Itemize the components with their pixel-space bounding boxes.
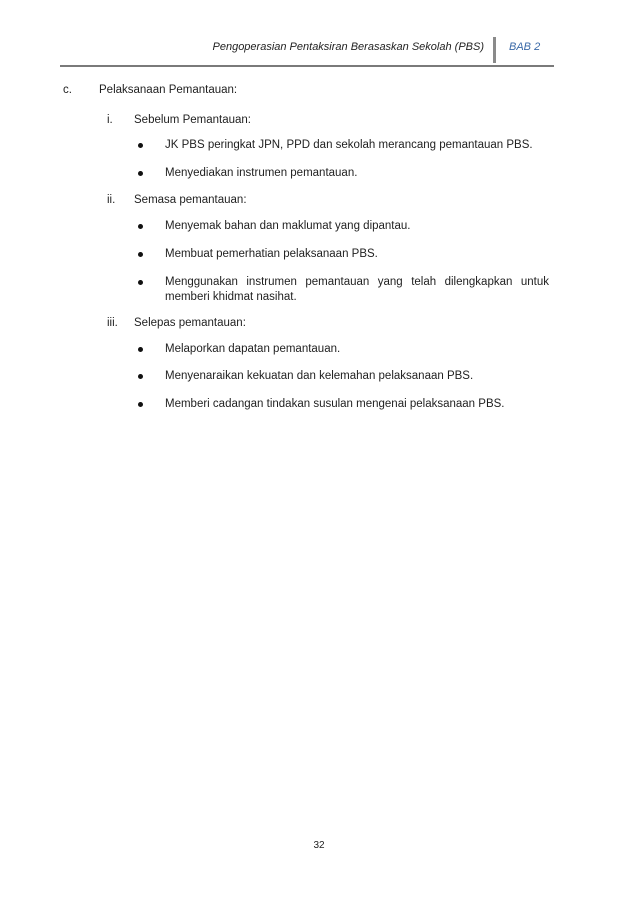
list-item: JK PBS peringkat JPN, PPD dan sekolah merancang pemantauan PBS. <box>165 139 533 151</box>
subsection-title: Sebelum Pemantauan: <box>134 114 251 126</box>
list-item: Menyemak bahan dan maklumat yang dipantau. <box>165 220 411 232</box>
bullet-icon <box>138 252 143 257</box>
bullet-icon <box>138 374 143 379</box>
list-item: Memberi cadangan tindakan susulan mengenai pelaksanaan PBS. <box>165 398 505 410</box>
list-item: Menggunakan instrumen pemantauan yang telah dilengkapkan untuk memberi khidmat nasihat. <box>165 276 549 303</box>
subsection-marker: i. <box>107 114 113 126</box>
bullet-icon <box>138 280 143 285</box>
bullet-icon <box>138 171 143 176</box>
subsection-title: Selepas pemantauan: <box>134 317 246 329</box>
header-rule <box>60 65 554 67</box>
subsection-marker: ii. <box>107 194 116 206</box>
section-title: Pelaksanaan Pemantauan: <box>99 84 238 96</box>
header-chapter: BAB 2 <box>509 41 541 53</box>
bullet-icon <box>138 143 143 148</box>
bullet-icon <box>138 402 143 407</box>
header-title: Pengoperasian Pentaksiran Berasaskan Sekolah (PBS) <box>212 41 484 53</box>
subsection-marker: iii. <box>107 317 118 329</box>
list-item: Membuat pemerhatian pelaksanaan PBS. <box>165 248 378 260</box>
list-item: Menyediakan instrumen pemantauan. <box>165 167 358 179</box>
bullet-icon <box>138 347 143 352</box>
header-separator <box>493 37 496 63</box>
list-item: Melaporkan dapatan pemantauan. <box>165 343 341 355</box>
subsection-title: Semasa pemantauan: <box>134 194 247 206</box>
page-header <box>0 37 638 63</box>
list-item: Menyenaraikan kekuatan dan kelemahan pelaksanaan PBS. <box>165 370 474 382</box>
page-number: 32 <box>313 840 325 851</box>
section-marker: c. <box>63 84 72 96</box>
bullet-icon <box>138 224 143 229</box>
